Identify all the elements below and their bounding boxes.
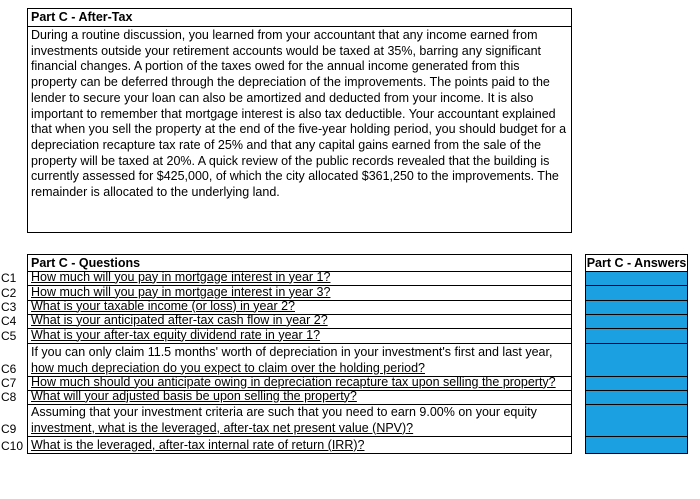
question-text: What is your after-tax equity dividend rate in year 1? [31, 327, 321, 342]
question-text-intro: If you can only claim 11.5 months' worth of depreciation in your investment's first and last year, [31, 345, 553, 359]
question-row [1, 312, 571, 328]
question-row [1, 269, 571, 285]
answers-table [585, 254, 688, 454]
answer-cell[interactable] [586, 376, 687, 390]
question-text-intro: Assuming that your investment criteria are such that you need to earn 9.00% on your equity [31, 405, 537, 419]
scenario-paragraph: During a routine discussion, you learned from your accountant that any income earned from investments outside your retirement accounts would be taxed at 35%, barring any significant financial changes. A portion of the taxes owed for the annual income generated from this property can be deferred through the depreciation of the improvements. The points paid to the lender to secure your loan can also be amortized and deducted from your income. It is also important to remember that mortgage interest is also tax deductible. Your accountant explained that when you sell the property at the end of the five-year holding period, you should budget for a depreciation recapture tax rate of 25% and that any capital gains earned from the sale of the property will be taxed at 20%. A quick review of the public records revealed that the building is currently assessed for $425,000, of which the city allocated $361,250 to the improvements. The remainder is allocated to the underlying land. [31, 28, 567, 200]
question-label: C1 [1, 270, 17, 285]
question-label: C3 [1, 299, 17, 314]
answer-cell[interactable] [586, 314, 687, 328]
question-label: C8 [1, 389, 17, 404]
questions-header: Part C - Questions [31, 256, 141, 270]
question-label: C6 [1, 361, 17, 376]
question-text: How much should you anticipate owing in depreciation recapture tax upon selling the property? [31, 374, 556, 389]
question-text: What is your anticipated after-tax cash flow in year 2? [31, 312, 328, 327]
question-row [1, 436, 571, 453]
question-label: C4 [1, 313, 17, 328]
question-text: investment, what is the leveraged, after-tax net present value (NPV)? [31, 420, 414, 435]
question-text: What will your adjusted basis be upon selling the property? [31, 388, 357, 403]
answer-cell[interactable] [586, 390, 687, 404]
question-label: C5 [1, 328, 17, 343]
scenario-title: Part C - After-Tax [28, 9, 571, 27]
question-row [1, 327, 571, 343]
answer-cell[interactable] [586, 285, 687, 300]
question-label: C9 [1, 421, 17, 436]
question-row [1, 388, 571, 404]
question-row [1, 404, 571, 436]
question-text: What is the leveraged, after-tax internal rate of return (IRR)? [31, 437, 365, 452]
question-text: How much will you pay in mortgage interest in year 1? [31, 269, 331, 284]
answer-cell[interactable] [586, 328, 687, 343]
question-label: C7 [1, 375, 17, 390]
questions-table [1, 254, 572, 454]
scenario-box [27, 8, 572, 233]
answer-cell[interactable] [586, 436, 687, 453]
answer-cell[interactable] [586, 404, 687, 436]
question-text: how much depreciation do you expect to claim over the holding period? [31, 360, 425, 375]
question-label: C10 [1, 438, 24, 453]
question-text: What is your taxable income (or loss) in year 2? [31, 298, 295, 313]
question-text: How much will you pay in mortgage interest in year 3? [31, 284, 331, 299]
question-label: C2 [1, 285, 17, 300]
answer-cell[interactable] [586, 300, 687, 314]
answer-cell[interactable] [586, 271, 687, 285]
question-row [1, 343, 571, 376]
answers-header: Part C - Answers [586, 256, 687, 270]
answer-cell[interactable] [586, 343, 687, 376]
